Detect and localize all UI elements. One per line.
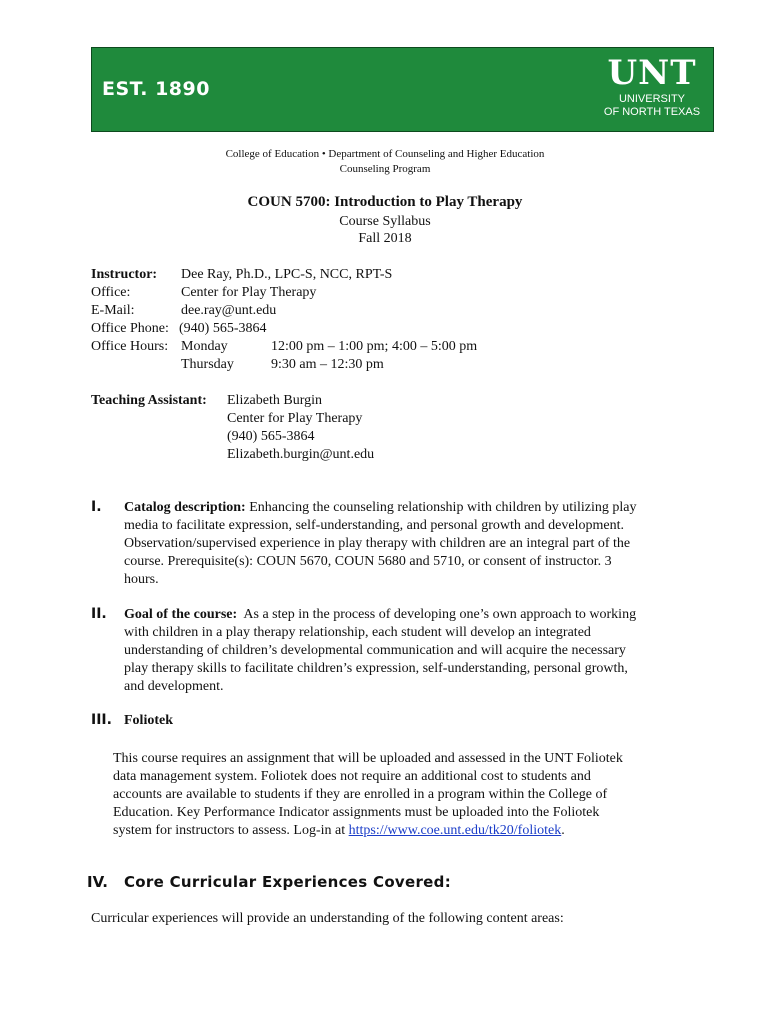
hours-day-monday: Monday	[181, 339, 228, 354]
section-4-number: IV.	[87, 873, 108, 891]
section-4-intro: Curricular experiences will provide an understanding of the following content areas:	[91, 911, 564, 926]
section-1-line: media to facilitate expression, self-understanding, and personal growth and development.	[124, 518, 624, 533]
hours-day-thursday: Thursday	[181, 357, 234, 372]
course-subtitle: Course Syllabus	[339, 214, 431, 229]
office-label: Office:	[91, 285, 131, 300]
office-value: Center for Play Therapy	[181, 285, 317, 300]
section-2-body	[124, 606, 724, 696]
unt-logo-mark: UNT	[607, 53, 697, 93]
section-3-link-period: .	[561, 823, 565, 838]
section-1-number: I.	[91, 499, 102, 515]
section-2-line: As a step in the process of developing one’s own approach to working	[237, 607, 637, 622]
section-3-line: This course requires an assignment that will be uploaded and assessed in the UNT Foliotek	[113, 751, 623, 766]
section-3-line: system for instructors to assess. Log-in at	[113, 823, 349, 838]
section-2-line: with children in a play therapy relationship, each student will develop an integrated	[124, 625, 591, 640]
instructor-label: Instructor:	[91, 267, 158, 282]
section-1-line: course. Prerequisite(s): COUN 5670, COUN 5680 and 5710, or consent of instructor. 3	[124, 554, 612, 569]
ta-name: Elizabeth Burgin	[227, 393, 322, 408]
email-label: E-Mail:	[91, 303, 135, 318]
section-2-line: understanding of children’s developmental communication and will acquire the necessary	[124, 643, 626, 658]
header-banner	[91, 47, 714, 132]
unt-logo	[593, 53, 711, 119]
phone-label: Office Phone:	[91, 321, 169, 336]
section-2-line: and development.	[124, 679, 224, 694]
section-3-line: data management system. Foliotek does not require an additional cost to students and	[113, 769, 591, 784]
hours-time-monday: 12:00 pm – 1:00 pm; 4:00 – 5:00 pm	[271, 339, 478, 354]
section-1-line: Observation/supervised experience in play therapy with children are an integral part of the	[124, 536, 631, 551]
section-1-body	[124, 499, 724, 589]
dept-line: College of Education • Department of Counseling and Higher Education	[225, 148, 545, 160]
section-3-number: III.	[91, 712, 112, 728]
section-3-body	[113, 750, 723, 840]
course-term: Fall 2018	[358, 231, 412, 246]
foliotek-link[interactable]: https://www.coe.unt.edu/tk20/foliotek	[348, 823, 562, 838]
program-line: Counseling Program	[339, 163, 431, 175]
ta-label: Teaching Assistant:	[91, 393, 207, 408]
section-2-number: II.	[91, 606, 107, 622]
section-3-line: Education. Key Performance Indicator assignments must be uploaded into the Foliotek	[113, 805, 600, 820]
section-2-line: play therapy skills to facilitate children’s expression, self-understanding, personal growth,	[124, 661, 628, 676]
ta-office: Center for Play Therapy	[227, 411, 363, 426]
section-4-heading: Core Curricular Experiences Covered:	[124, 873, 451, 891]
phone-value: (940) 565-3864	[179, 321, 267, 336]
hours-label: Office Hours:	[91, 339, 169, 354]
section-1-heading: Catalog description:	[124, 500, 246, 515]
section-3-line: accounts are available to students if they are enrolled in a program within the College of	[113, 787, 608, 802]
section-1-line: hours.	[124, 572, 159, 587]
course-title: COUN 5700: Introduction to Play Therapy	[247, 194, 523, 210]
instructor-name: Dee Ray, Ph.D., LPC-S, NCC, RPT-S	[181, 267, 393, 282]
section-3-heading: Foliotek	[124, 713, 173, 728]
est-text: EST. 1890	[102, 78, 210, 100]
ta-phone: (940) 565-3864	[227, 429, 315, 444]
unt-logo-line2: OF NORTH TEXAS	[603, 106, 701, 118]
section-1-line: Enhancing the counseling relationship with children by utilizing play	[245, 500, 637, 515]
ta-email: Elizabeth.burgin@unt.edu	[227, 447, 375, 462]
unt-logo-line1: UNIVERSITY	[618, 93, 685, 105]
hours-time-thursday: 9:30 am – 12:30 pm	[271, 357, 384, 372]
email-value: dee.ray@unt.edu	[181, 303, 277, 318]
section-2-heading: Goal of the course:	[124, 607, 238, 622]
